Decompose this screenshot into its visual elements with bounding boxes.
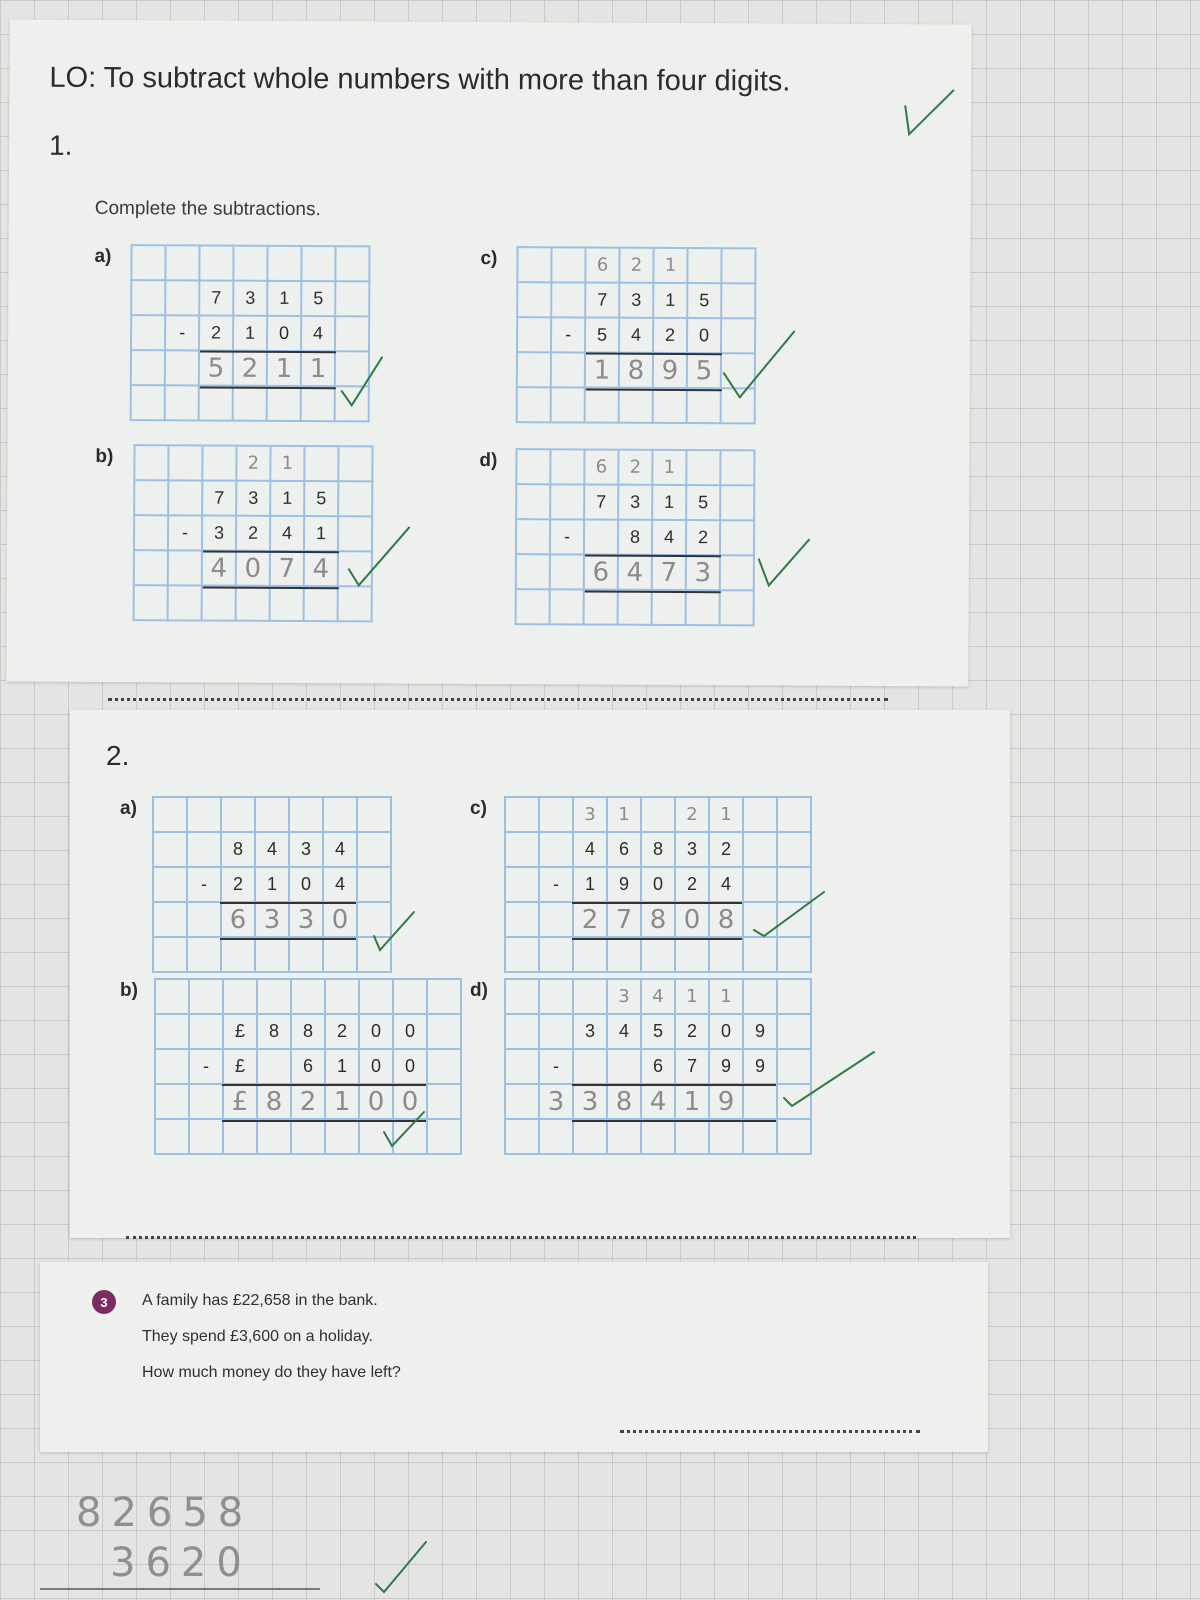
check-mark-icon	[372, 1536, 432, 1596]
problem-1d-label: d)	[479, 449, 498, 472]
check-mark-icon	[338, 351, 388, 411]
problem-2c-grid: 3 1 2 1 4 6 8 3 2 - 1 9 0 2 4 2 7 8 0 8	[504, 796, 812, 973]
problem-2d-label: d)	[470, 980, 488, 1001]
problem-2b-label: b)	[120, 980, 138, 1001]
learning-objective: LO: To subtract whole numbers with more than four digits.	[49, 61, 791, 98]
instruction-text: Complete the subtractions.	[94, 197, 321, 221]
working-line-1: 82658	[76, 1490, 254, 1536]
working-line-2: 3620	[110, 1540, 252, 1586]
problem-1a-grid: 7 3 1 5 - 2 1 0 4 5 2 1 1	[130, 244, 371, 422]
answer-line	[222, 1084, 426, 1086]
check-mark-icon	[370, 906, 420, 956]
question-3-line-2: They spend £3,600 on a holiday.	[142, 1328, 373, 1345]
worksheet-sheet-3	[40, 1262, 988, 1452]
problem-2a-grid: 8 4 3 4 - 2 1 0 4 6 3 3 0	[152, 796, 392, 973]
answer-line	[572, 1120, 776, 1122]
check-mark-icon	[780, 1046, 880, 1116]
problem-1b-label: b)	[95, 445, 114, 468]
check-mark-icon	[720, 323, 800, 403]
problem-1d-grid: 6 2 1 7 3 1 5 - 8 4 2 6 4 7 3	[515, 448, 756, 626]
problem-1c-grid: 6 2 1 7 3 1 5 - 5 4 2 0 1 8 9 5	[516, 246, 757, 424]
check-mark-icon	[380, 1106, 430, 1156]
problem-2a-label: a)	[120, 798, 137, 819]
problem-1c-label: c)	[480, 247, 498, 270]
worksheet-sheet-2	[70, 710, 1010, 1238]
question-3-line-3: How much money do they have left?	[142, 1364, 401, 1381]
answer-line	[220, 938, 356, 940]
answer-line	[572, 1084, 776, 1086]
working-rule	[40, 1588, 320, 1590]
problem-1b-grid: 2 1 7 3 1 5 - 3 2 4 1 4 0 7 4	[133, 444, 374, 622]
answer-line	[572, 938, 742, 940]
answer-line	[572, 902, 742, 904]
problem-1a-label: a)	[94, 245, 112, 268]
question-1-number: 1.	[49, 129, 73, 161]
question-3-line-1: A family has £22,658 in the bank.	[142, 1292, 378, 1309]
answer-line	[620, 1430, 920, 1433]
check-mark-icon	[899, 84, 959, 144]
question-2-number: 2.	[106, 740, 130, 771]
problem-2c-label: c)	[470, 798, 487, 819]
cut-line	[108, 698, 888, 701]
question-3-badge: 3	[92, 1290, 116, 1314]
problem-2d-grid: 3 4 1 1 3 4 5 2 0 9 - 6 7 9 9 3 3 8 4 1 9	[504, 978, 812, 1155]
check-mark-icon	[755, 533, 815, 593]
answer-line	[220, 902, 356, 904]
check-mark-icon	[345, 521, 415, 591]
problem-2b-grid: £ 8 8 2 0 0 - £ 6 1 0 0 £ 8 2 1 0 0	[154, 978, 462, 1155]
worksheet-sheet-1	[6, 19, 971, 686]
check-mark-icon	[750, 886, 830, 946]
cut-line	[126, 1236, 916, 1239]
